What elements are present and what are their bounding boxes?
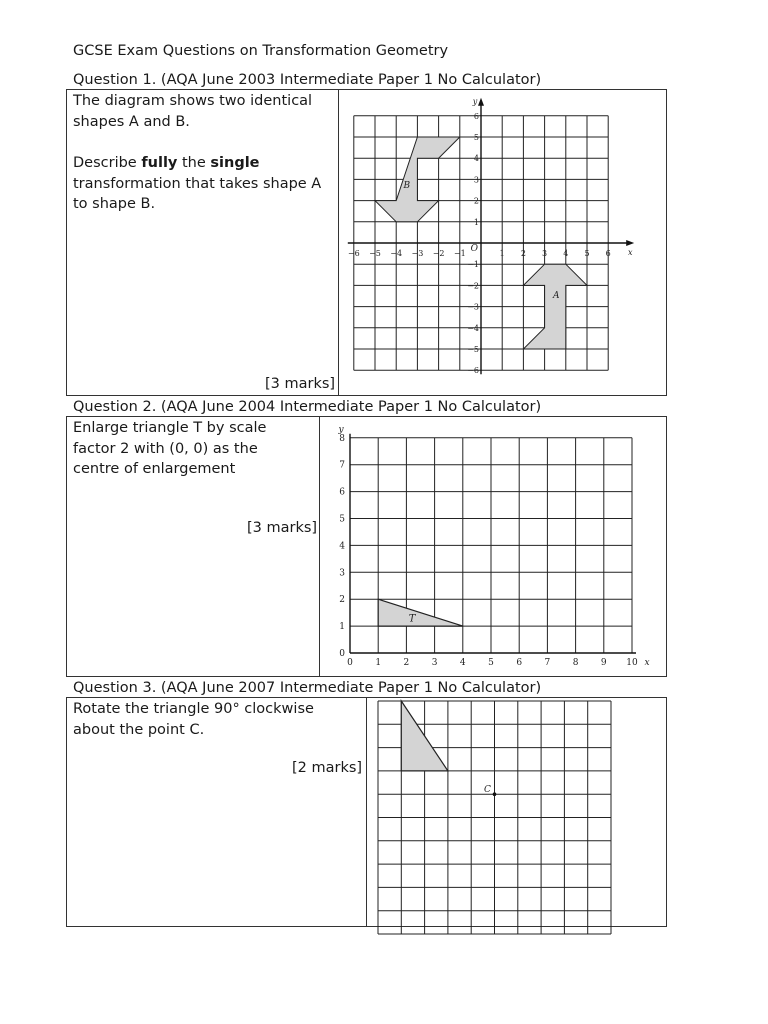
y-tick-label: −3 [467, 302, 479, 312]
y-tick-label: 5 [473, 133, 479, 142]
point-c-label: C [484, 785, 491, 796]
x-tick-label: 4 [459, 658, 466, 668]
x-tick-label: −2 [432, 249, 445, 258]
x-tick-label: −4 [390, 249, 403, 258]
x-tick-label: 6 [516, 658, 523, 668]
x-tick-label: 3 [431, 658, 438, 668]
y-tick-label: 8 [339, 433, 345, 444]
x-tick-label: 1 [375, 658, 382, 668]
x-axis-label: x [644, 658, 650, 668]
y-tick-label: 2 [473, 196, 479, 206]
x-tick-label: −6 [347, 249, 360, 258]
point-c [493, 792, 497, 796]
x-tick-label: −3 [411, 249, 424, 258]
x-tick-label: 1 [499, 249, 505, 258]
y-tick-label: 5 [339, 514, 345, 525]
triangle-t-label: T [408, 613, 416, 625]
question-2-line-1: Enlarge triangle T by scale [73, 420, 267, 436]
question-1-marks: [3 marks] [265, 376, 336, 392]
x-tick-label: −5 [369, 249, 381, 258]
page-title: GCSE Exam Questions on Transformation Geometry [73, 43, 449, 59]
question-1-heading: Question 1. (AQA June 2003 Intermediate Paper 1 No Calculator) [73, 72, 542, 88]
y-tick-label: −5 [467, 345, 479, 354]
y-tick-label: 6 [339, 487, 345, 498]
x-tick-label: 4 [563, 249, 569, 258]
y-tick-label: −6 [467, 366, 479, 376]
x-tick-label: 2 [520, 249, 526, 258]
shape-a-label: A [553, 291, 560, 302]
x-axis-label: x [627, 248, 633, 257]
question-1-line-4: transformation that takes shape A [73, 175, 322, 192]
bold-fully: fully [141, 155, 178, 171]
question-1-line-5: to shape B. [73, 196, 156, 212]
question-2-marks: [3 marks] [247, 520, 318, 536]
bold-single: single [210, 155, 260, 171]
y-axis-label: y [338, 424, 344, 435]
x-tick-label: 5 [488, 658, 494, 668]
x-tick-label: −1 [453, 249, 466, 258]
question-3-heading: Question 3. (AQA June 2007 Intermediate Paper 1 No Calculator) [73, 680, 542, 696]
y-tick-label: 1 [339, 622, 345, 633]
y-tick-label: 6 [473, 111, 479, 121]
x-tick-label: 6 [605, 249, 611, 258]
y-tick-label: 3 [473, 175, 479, 185]
y-tick-label: 4 [473, 154, 479, 164]
question-3-line-1: Rotate the triangle 90° clockwise [73, 701, 314, 717]
y-tick-label: 4 [339, 541, 345, 552]
y-tick-label: 7 [339, 460, 345, 471]
x-tick-label: 7 [544, 658, 551, 668]
question-1-instruction: Describe fully the single [73, 155, 260, 171]
question-3-marks: [2 marks] [292, 760, 363, 776]
x-tick-label: 8 [572, 658, 579, 668]
x-tick-label: 10 [626, 658, 638, 668]
question-2-line-3: centre of enlargement [73, 461, 236, 477]
question-1-line-1: The diagram shows two identical [73, 93, 313, 109]
question-2-heading: Question 2. (AQA June 2004 Intermediate Paper 1 No Calculator) [73, 399, 542, 415]
y-tick-label: 1 [473, 217, 479, 227]
x-tick-label: 3 [542, 249, 548, 258]
y-tick-label: −2 [467, 281, 479, 291]
x-tick-label: 9 [600, 658, 607, 668]
y-axis-label: y [472, 96, 478, 106]
x-tick-label: 5 [584, 249, 590, 258]
x-tick-label: 0 [347, 658, 353, 668]
origin-label: O [470, 244, 478, 254]
x-tick-label: 2 [403, 658, 410, 668]
shape-b-label: B [403, 180, 411, 191]
question-1-line-2: shapes A and B. [73, 113, 190, 130]
question-2-line-2: factor 2 with (0, 0) as the [73, 440, 258, 457]
y-tick-label: 3 [339, 568, 345, 579]
y-tick-label: −4 [467, 323, 479, 333]
y-tick-label: 2 [339, 595, 345, 606]
y-tick-label: 0 [339, 649, 345, 659]
question-3-line-2: about the point C. [73, 721, 205, 738]
y-tick-label: −1 [467, 260, 479, 270]
